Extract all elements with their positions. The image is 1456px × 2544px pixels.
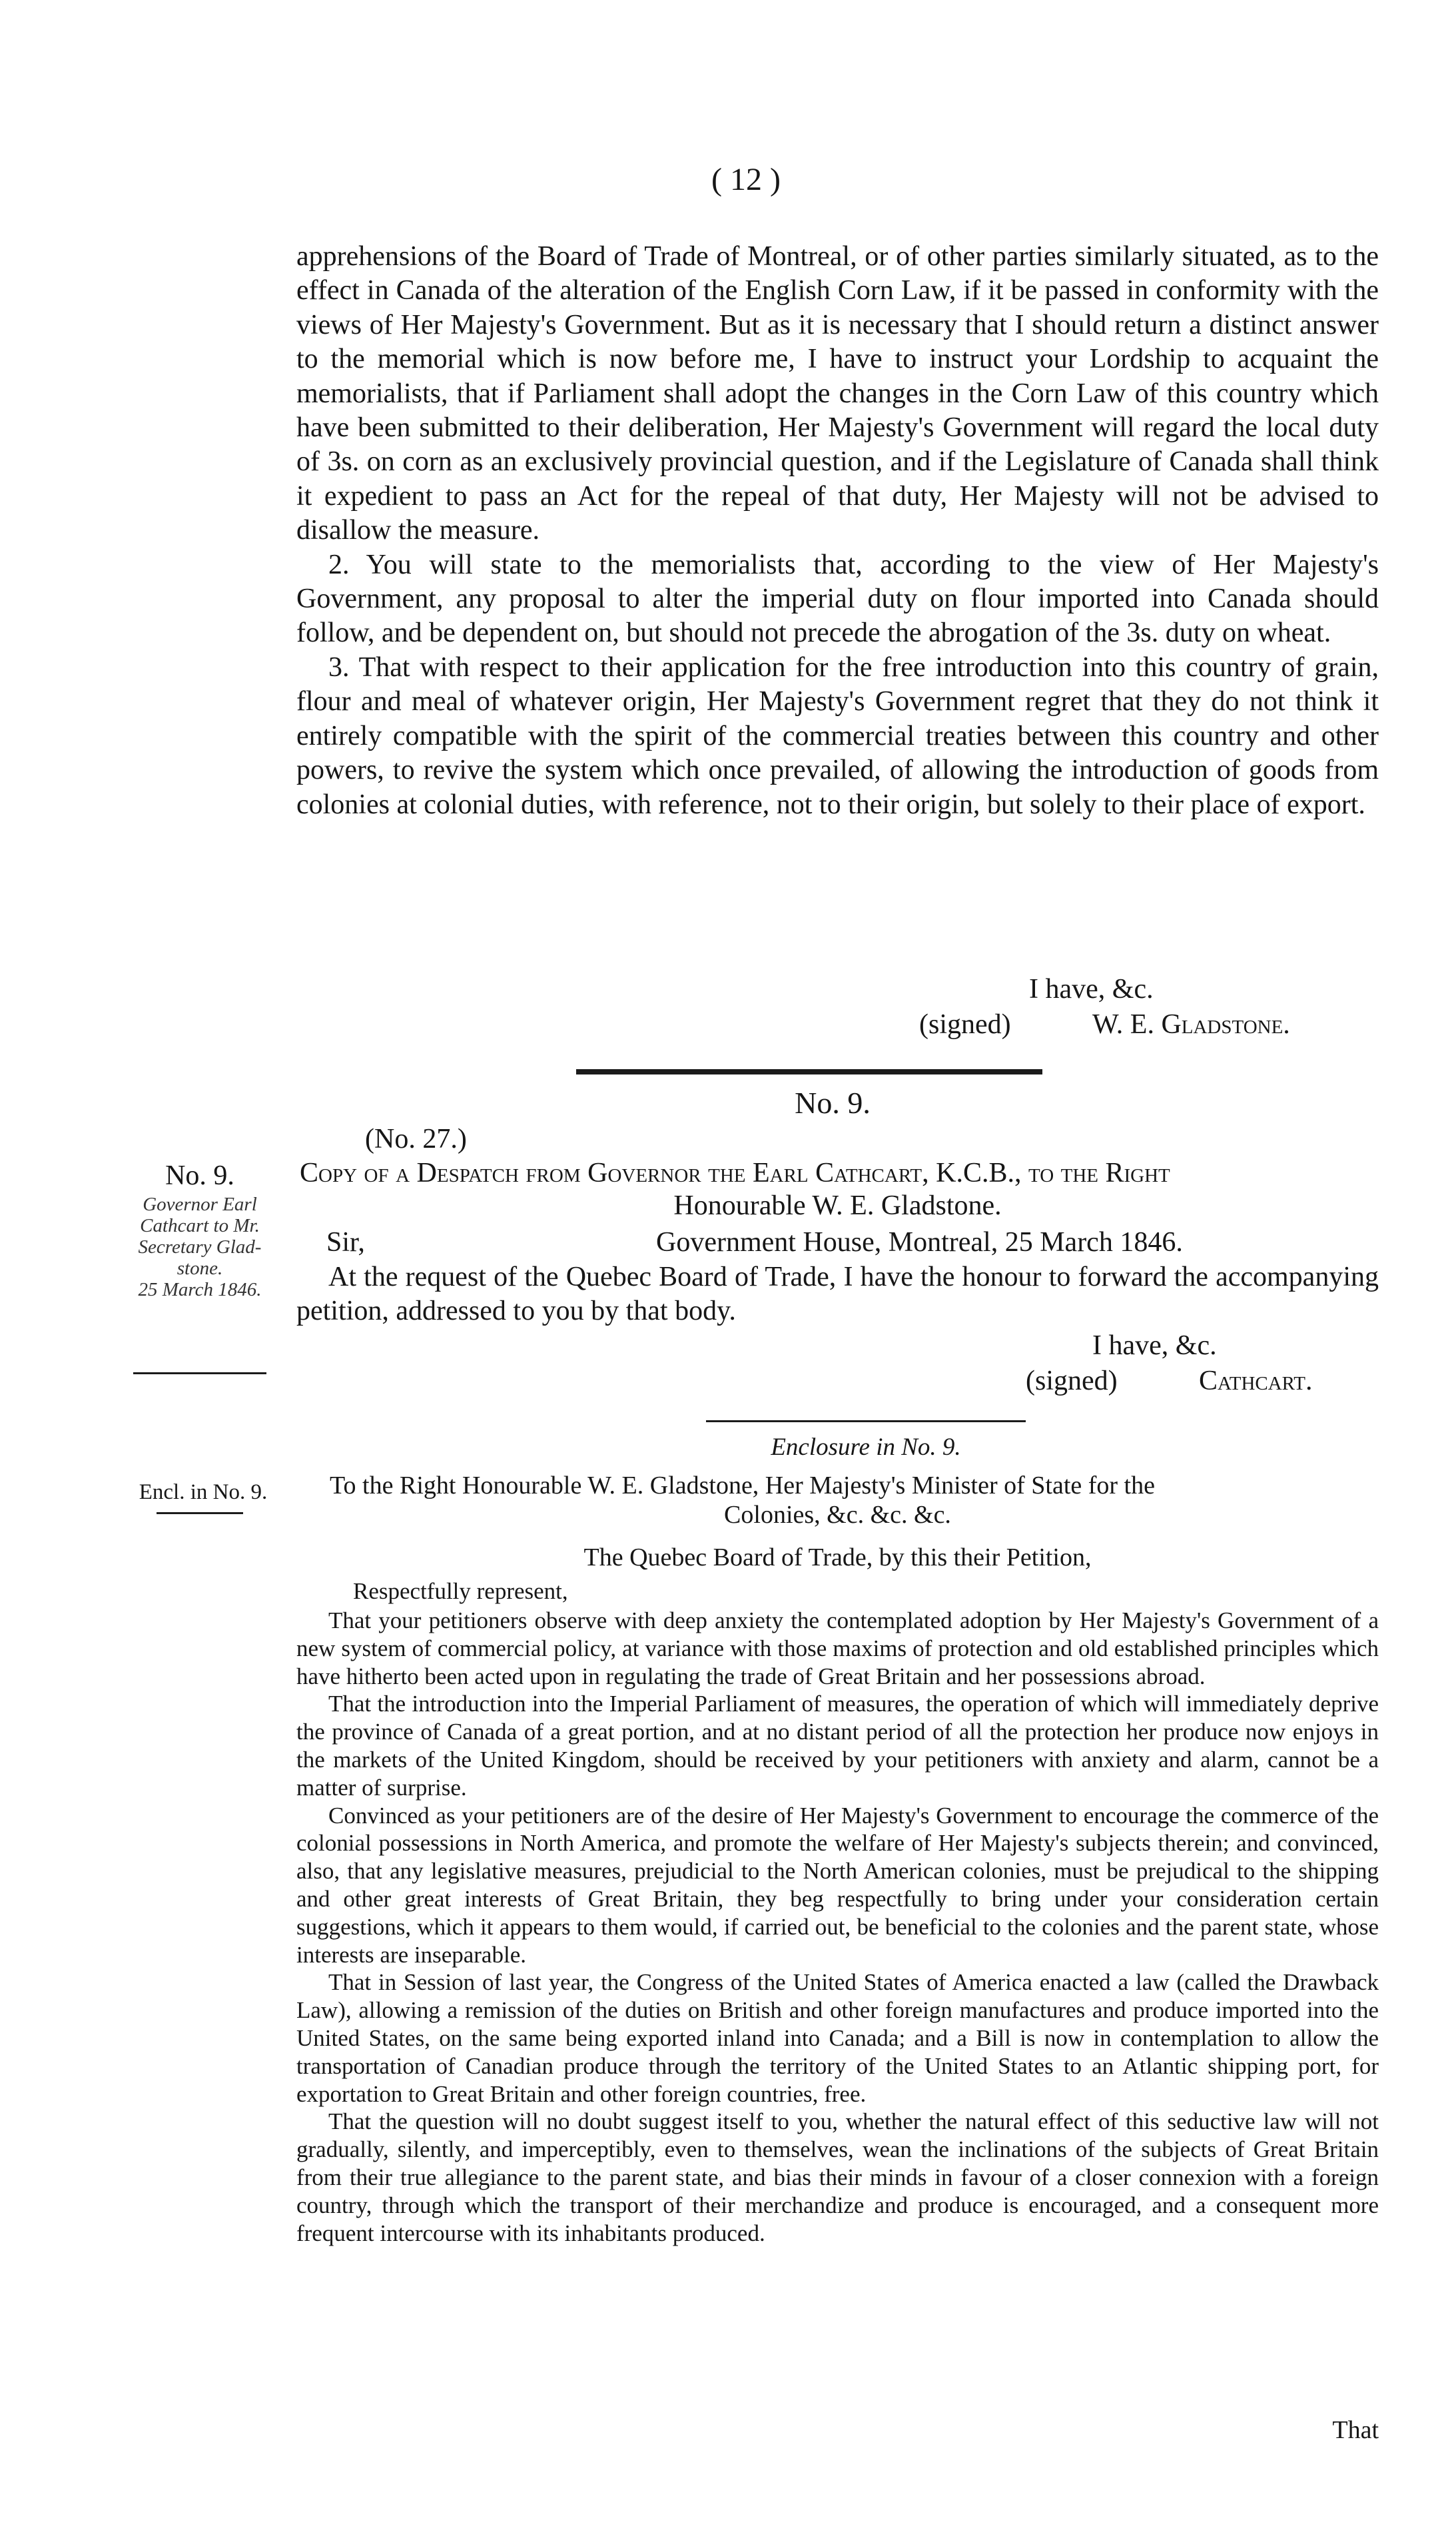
represent-line: Respectfully represent, (353, 1578, 568, 1604)
petitioners-line: The Quebec Board of Trade, by this their Petition, (583, 1543, 1092, 1571)
margin-number: No. 9. (165, 1160, 234, 1191)
margin-note-line: Secretary Glad- (138, 1236, 262, 1258)
petition-body (296, 1607, 1379, 2247)
despatch-title-line1: Copy of a Despatch from Governor the Earl Cathcart, K.C.B., to the Right (300, 1158, 1170, 1188)
margin-note (113, 1194, 286, 1300)
enclosure-divider (706, 1420, 1026, 1422)
catchword: That (1332, 2416, 1379, 2444)
letter-signer: W. E. Gladstone. (1092, 1009, 1290, 1040)
margin-note-line: stone. (177, 1258, 223, 1279)
letter-body (296, 240, 1379, 822)
margin-note-line: Cathcart to Mr. (140, 1215, 260, 1236)
letter-signed: (signed) (919, 1009, 1011, 1040)
petition-paragraph-4: That in Session of last year, the Congress of the United States of America enacted a law (called the Drawback Law), allowing a remission of the duties on British and other foreign manufactures and produce imported into the United States, on the same being exported inland into Canada; and a Bill is now in contemplation to allow the transportation of Canadian produce through the territory of the United States to an Atlantic shipping port, for exportation to Great Britain and other foreign countries, free. (296, 1969, 1379, 2107)
letter-closing: I have, &c. (1029, 974, 1154, 1005)
enclosure-margin-note: Encl. in No. 9. (139, 1480, 268, 1504)
enclosure-margin-divider (157, 1512, 243, 1514)
despatch-signer: Cathcart. (1199, 1366, 1313, 1396)
petition-paragraph-2: That the introduction into the Imperial Parliament of measures, the operation of which will immediately deprive the province of Canada of a great portion, and at no distant period of all the protection her produce now enjoys in the markets of the United Kingdom, should be received by your petitioners with anxiety and alarm, cannot be a matter of surprise. (296, 1691, 1379, 1801)
margin-note-line: 25 March 1846. (138, 1279, 262, 1300)
petition-paragraph-3: Convinced as your petitioners are of the desire of Her Majesty's Government to encourage the commerce of the colonial possessions in North America, and promote the welfare of Her Majesty's subjects therein; and convinced, also, that any legislative measures, prejudicial to the North American colonies, must be prejudical to the shipping and other great interests of Great Britain, they beg respectfully to bring under your consideration certain suggestions, which it appears to them would, if carried out, be beneficial to the colonies and the parent state, whose interests are inseparable. (296, 1802, 1379, 1968)
address-line2: Colonies, &c. &c. &c. (724, 1501, 951, 1529)
enclosure-heading: Enclosure in No. 9. (771, 1434, 961, 1461)
despatch-closing: I have, &c. (1092, 1330, 1217, 1361)
despatch-title-line2: Honourable W. E. Gladstone. (673, 1190, 1002, 1221)
petition-paragraph-5: That the question will no doubt suggest itself to you, whether the natural effect of this seductive law will not gradually, silently, and imperceptibly, even to themselves, wean the inclinations of the subjects of Great Britain from their true allegiance to the parent state, and bias their minds in favour of a closer connexion with a foreign country, through which the transport of their merchandize and produce is encouraged, and a consequent more frequent intercourse with its inhabitants produced. (296, 2108, 1379, 2246)
section-heading: No. 9. (795, 1086, 871, 1120)
petition-paragraph-1: That your petitioners observe with deep anxiety the contemplated adoption by Her Majesty's Government of a new system of commercial policy, at variance with those maxims of protection and old established principles which have hitherto been acted upon in regulating the trade of Great Britain and her possessions abroad. (296, 1607, 1379, 1689)
letter-paragraph-2: 2. You will state to the memorialists that, according to the view of Her Majesty's Government, any proposal to alter the imperial duty on flour imported into Canada should follow, and be dependent on, but should not precede the abrogation of the 3s. duty on wheat. (296, 549, 1379, 649)
despatch-body: At the request of the Quebec Board of Trade, I have the honour to forward the accompanying petition, addressed to you by that body. (296, 1262, 1379, 1327)
letter-paragraph-1: apprehensions of the Board of Trade of Montreal, or of other parties similarly situated, as to the effect in Canada of the alteration of the English Corn Law, if it be passed in conformity with the views of Her Majesty's Government. But as it is necessary that I should return a distinct answer to the memorial which is now before me, I have to instruct your Lordship to acquaint the memorialists, that if Parliament shall adopt the changes in the Corn Law of this country which have been submitted to their deliberation, Her Majesty's Government will regard the local duty of 3s. on corn as an exclusively provincial question, and if the Legislature of Canada shall think it expedient to pass an Act for the repeal of that duty, Her Majesty will not be advised to disallow the measure. (296, 241, 1379, 546)
address-line1: To the Right Honourable W. E. Gladstone, Her Majesty's Minister of State for the (330, 1472, 1155, 1499)
despatch-number: (No. 27.) (365, 1124, 467, 1154)
page-number: ( 12 ) (711, 162, 781, 197)
margin-note-line: Governor Earl (143, 1194, 257, 1215)
section-divider (576, 1069, 1042, 1074)
margin-divider (133, 1372, 266, 1374)
despatch-signed: (signed) (1026, 1366, 1118, 1396)
letter-paragraph-3: 3. That with respect to their application for the free introduction into this country of grain, flour and meal of whatever origin, Her Majesty's Government regret that they do not think it entirely compatible with the spirit of the commercial treaties between this country and other powers, to revive the system which once prevailed, of allowing the introduction of goods from colonies at colonial duties, with reference, not to their origin, but solely to their place of export. (296, 651, 1379, 820)
salutation: Sir, (326, 1227, 365, 1258)
dateline: Government House, Montreal, 25 March 1846. (656, 1227, 1183, 1258)
